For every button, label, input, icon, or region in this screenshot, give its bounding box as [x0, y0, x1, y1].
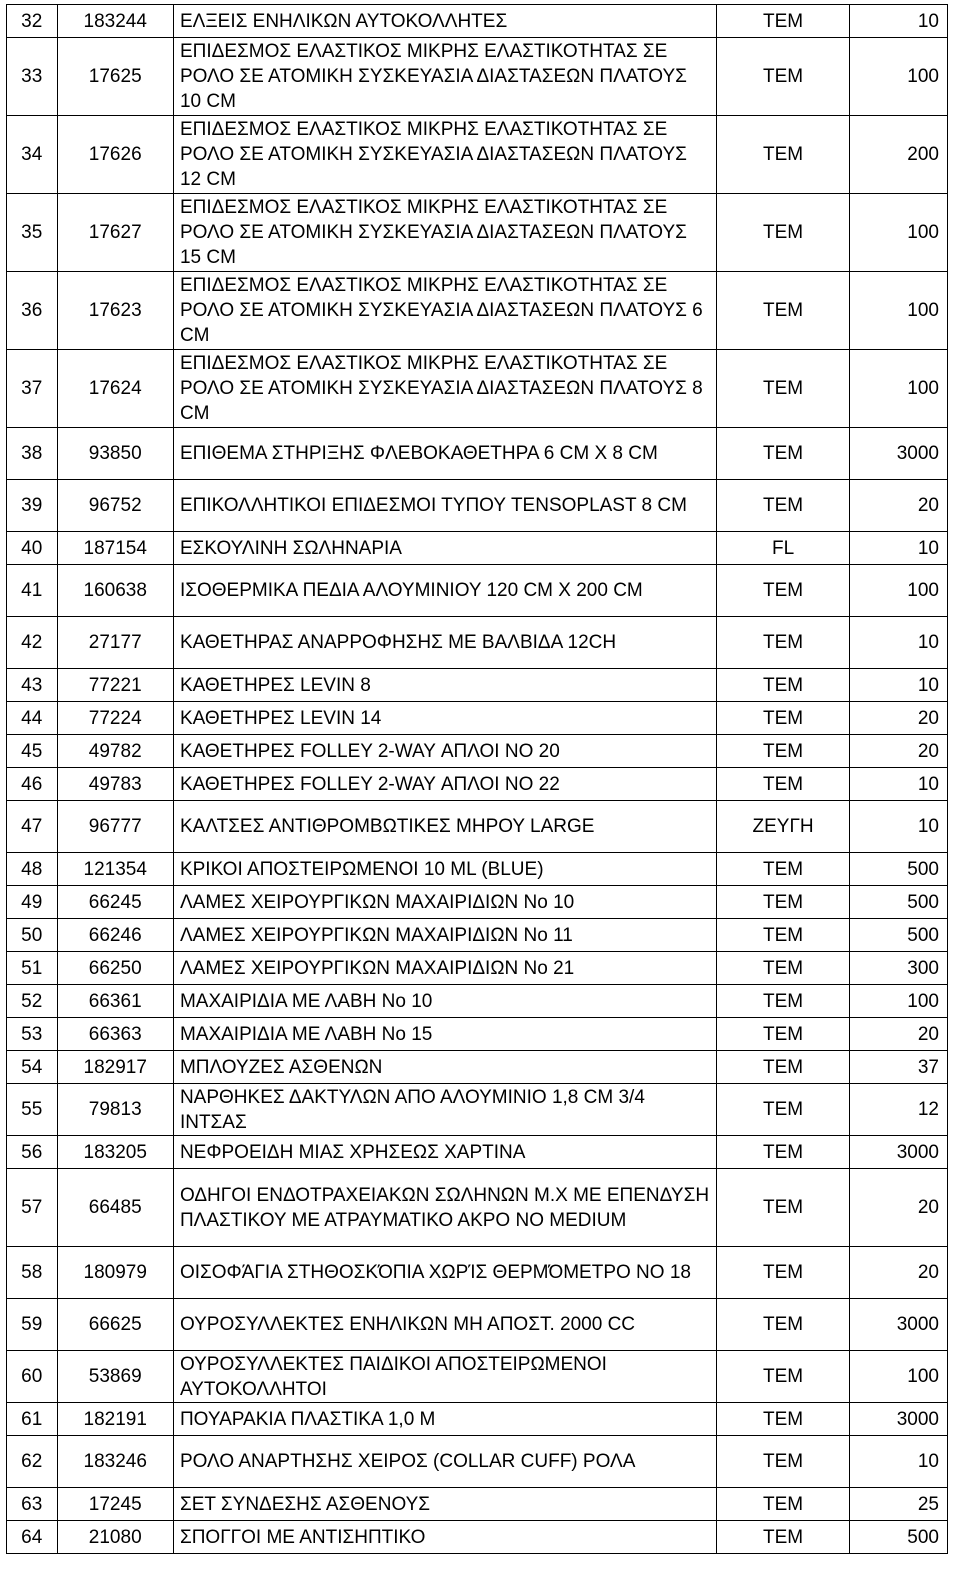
- item-quantity: 3000: [850, 1299, 948, 1351]
- table-row: [7, 735, 948, 768]
- item-code: 17245: [57, 1488, 173, 1521]
- item-description: ΠΟΥΑΡΑΚΙΑ ΠΛΑΣΤΙΚΑ 1,0 Μ: [173, 1403, 716, 1436]
- table-row: [7, 1018, 948, 1051]
- row-number: 63: [7, 1488, 58, 1521]
- row-number: 43: [7, 669, 58, 702]
- item-unit: ΤΕΜ: [717, 919, 850, 952]
- item-unit: ΤΕΜ: [717, 38, 850, 116]
- table-row: [7, 1403, 948, 1436]
- item-description: ΕΣΚΟΥΛΙΝΗ ΣΩΛΗΝΑΡΙΑ: [173, 532, 716, 565]
- item-unit: ΤΕΜ: [717, 952, 850, 985]
- item-description: ΕΠΙΔΕΣΜΟΣ ΕΛΑΣΤΙΚΟΣ ΜΙΚΡΗΣ ΕΛΑΣΤΙΚΟΤΗΤΑΣ ΣΕ ΡΟΛΟ ΣΕ ΑΤΟΜΙΚΗ ΣΥΣΚΕΥΑΣΙΑ ΔΙΑΣΤΑΣΕΩΝ ΠΛΑΤΟΥΣ 12 CM: [173, 116, 716, 194]
- item-code: 66625: [57, 1299, 173, 1351]
- item-description: ΜΠΛΟΥΖΕΣ ΑΣΘΕΝΩΝ: [173, 1051, 716, 1084]
- item-code: 17623: [57, 272, 173, 350]
- item-description: ΟΥΡΟΣΥΛΛΕΚΤΕΣ ΕΝΗΛΙΚΩΝ ΜΗ ΑΠΟΣΤ. 2000 CC: [173, 1299, 716, 1351]
- item-quantity: 500: [850, 886, 948, 919]
- table-row: [7, 1351, 948, 1403]
- item-quantity: 10: [850, 617, 948, 669]
- item-unit: ΤΕΜ: [717, 735, 850, 768]
- row-number: 37: [7, 350, 58, 428]
- item-description: ΕΠΙΔΕΣΜΟΣ ΕΛΑΣΤΙΚΟΣ ΜΙΚΡΗΣ ΕΛΑΣΤΙΚΟΤΗΤΑΣ ΣΕ ΡΟΛΟ ΣΕ ΑΤΟΜΙΚΗ ΣΥΣΚΕΥΑΣΙΑ ΔΙΑΣΤΑΣΕΩΝ ΠΛΑΤΟΥΣ 10 CM: [173, 38, 716, 116]
- item-unit: ΤΕΜ: [717, 565, 850, 617]
- item-unit: FL: [717, 532, 850, 565]
- item-code: 17627: [57, 194, 173, 272]
- item-description: ΛΑΜΕΣ ΧΕΙΡΟΥΡΓΙΚΩΝ ΜΑΧΑΙΡΙΔΙΩΝ Νο 10: [173, 886, 716, 919]
- item-unit: ΤΕΜ: [717, 853, 850, 886]
- table-row: [7, 1521, 948, 1554]
- item-unit: ΤΕΜ: [717, 1521, 850, 1554]
- table-row: [7, 1488, 948, 1521]
- row-number: 38: [7, 428, 58, 480]
- item-quantity: 100: [850, 38, 948, 116]
- row-number: 41: [7, 565, 58, 617]
- item-unit: ΤΕΜ: [717, 617, 850, 669]
- row-number: 35: [7, 194, 58, 272]
- item-quantity: 10: [850, 5, 948, 38]
- item-quantity: 100: [850, 985, 948, 1018]
- item-unit: ΤΕΜ: [717, 1351, 850, 1403]
- item-code: 49783: [57, 768, 173, 801]
- item-quantity: 100: [850, 1351, 948, 1403]
- item-unit: ΤΕΜ: [717, 350, 850, 428]
- item-code: 187154: [57, 532, 173, 565]
- item-unit: ΤΕΜ: [717, 1403, 850, 1436]
- item-description: ΛΑΜΕΣ ΧΕΙΡΟΥΡΓΙΚΩΝ ΜΑΧΑΙΡΙΔΙΩΝ Νο 21: [173, 952, 716, 985]
- item-quantity: 500: [850, 853, 948, 886]
- item-unit: ΤΕΜ: [717, 1436, 850, 1488]
- item-quantity: 12: [850, 1084, 948, 1136]
- item-unit: ΤΕΜ: [717, 985, 850, 1018]
- item-code: 66245: [57, 886, 173, 919]
- table-row: [7, 272, 948, 350]
- item-quantity: 10: [850, 532, 948, 565]
- row-number: 58: [7, 1247, 58, 1299]
- row-number: 34: [7, 116, 58, 194]
- item-quantity: 200: [850, 116, 948, 194]
- table-row: [7, 919, 948, 952]
- item-unit: ΤΕΜ: [717, 1018, 850, 1051]
- table-row: [7, 1051, 948, 1084]
- row-number: 32: [7, 5, 58, 38]
- row-number: 48: [7, 853, 58, 886]
- item-code: 66250: [57, 952, 173, 985]
- row-number: 57: [7, 1169, 58, 1247]
- row-number: 51: [7, 952, 58, 985]
- table-row: [7, 5, 948, 38]
- item-quantity: 10: [850, 669, 948, 702]
- item-description: ΚΑΘΕΤΗΡΕΣ FOLLEY 2-WAY ΑΠΛΟΙ ΝΟ 22: [173, 768, 716, 801]
- row-number: 52: [7, 985, 58, 1018]
- item-quantity: 37: [850, 1051, 948, 1084]
- item-quantity: 300: [850, 952, 948, 985]
- item-quantity: 3000: [850, 428, 948, 480]
- item-code: 180979: [57, 1247, 173, 1299]
- item-code: 77224: [57, 702, 173, 735]
- item-description: ΜΑΧΑΙΡΙΔΙΑ ΜΕ ΛΑΒΗ Νο 15: [173, 1018, 716, 1051]
- item-unit: ΤΕΜ: [717, 1299, 850, 1351]
- item-code: 66485: [57, 1169, 173, 1247]
- table-row: [7, 480, 948, 532]
- row-number: 40: [7, 532, 58, 565]
- item-unit: ΤΕΜ: [717, 1051, 850, 1084]
- item-description: ΣΕΤ ΣΥΝΔΕΣΗΣ ΑΣΘΕΝΟΥΣ: [173, 1488, 716, 1521]
- row-number: 59: [7, 1299, 58, 1351]
- item-unit: ΤΕΜ: [717, 480, 850, 532]
- table-row: [7, 1169, 948, 1247]
- row-number: 61: [7, 1403, 58, 1436]
- item-description: ΚΑΛΤΣΕΣ ΑΝΤΙΘΡΟΜΒΩΤΙΚΕΣ ΜΗΡΟΥ LARGE: [173, 801, 716, 853]
- item-description: ΕΛΞΕΙΣ ΕΝΗΛΙΚΩΝ ΑΥΤΟΚΟΛΛΗΤΕΣ: [173, 5, 716, 38]
- row-number: 42: [7, 617, 58, 669]
- item-description: ΟΔΗΓΟΙ ΕΝΔΟΤΡΑΧΕΙΑΚΩΝ ΣΩΛΗΝΩΝ Μ.Χ ΜΕ ΕΠΕΝΔΥΣΗ ΠΛΑΣΤΙΚΟΥ ΜΕ ΑΤΡΑΥΜΑΤΙΚΟ ΑΚΡΟ ΝΟ MEDIUM: [173, 1169, 716, 1247]
- item-unit: ΤΕΜ: [717, 1084, 850, 1136]
- item-code: 66361: [57, 985, 173, 1018]
- item-description: ΟΥΡΟΣΥΛΛΕΚΤΕΣ ΠΑΙΔΙΚΟΙ ΑΠΟΣΤΕΙΡΩΜΕΝΟΙ ΑΥΤΟΚΟΛΛΗΤΟΙ: [173, 1351, 716, 1403]
- item-unit: ΤΕΜ: [717, 669, 850, 702]
- item-code: 21080: [57, 1521, 173, 1554]
- item-code: 182191: [57, 1403, 173, 1436]
- row-number: 54: [7, 1051, 58, 1084]
- row-number: 56: [7, 1136, 58, 1169]
- table-row: [7, 853, 948, 886]
- table-row: [7, 1299, 948, 1351]
- item-unit: ΤΕΜ: [717, 768, 850, 801]
- item-unit: ΤΕΜ: [717, 194, 850, 272]
- row-number: 44: [7, 702, 58, 735]
- item-description: ΣΠΟΓΓΟΙ ΜΕ ΑΝΤΙΣΗΠΤΙΚΟ: [173, 1521, 716, 1554]
- row-number: 39: [7, 480, 58, 532]
- item-unit: ΤΕΜ: [717, 886, 850, 919]
- table-row: [7, 428, 948, 480]
- item-code: 66363: [57, 1018, 173, 1051]
- item-code: 27177: [57, 617, 173, 669]
- table-row: [7, 38, 948, 116]
- item-quantity: 10: [850, 801, 948, 853]
- item-description: ΡΟΛΟ ΑΝΑΡΤΗΣΗΣ ΧΕΙΡΟΣ (COLLAR CUFF) ΡΟΛΑ: [173, 1436, 716, 1488]
- row-number: 60: [7, 1351, 58, 1403]
- item-quantity: 500: [850, 919, 948, 952]
- table-row: [7, 801, 948, 853]
- item-description: ΝΑΡΘΗΚΕΣ ΔΑΚΤΥΛΩΝ ΑΠΟ ΑΛΟΥΜΙΝΙΟ 1,8 CM 3/4 ΙΝΤΣΑΣ: [173, 1084, 716, 1136]
- table-row: [7, 1436, 948, 1488]
- item-code: 17624: [57, 350, 173, 428]
- table-row: [7, 985, 948, 1018]
- item-code: 53869: [57, 1351, 173, 1403]
- table-row: [7, 350, 948, 428]
- table-row: [7, 617, 948, 669]
- item-code: 77221: [57, 669, 173, 702]
- item-description: ΙΣΟΘΕΡΜΙΚΑ ΠΕΔΙΑ ΑΛΟΥΜΙΝΙΟΥ 120 CM X 200 CM: [173, 565, 716, 617]
- item-description: ΜΑΧΑΙΡΙΔΙΑ ΜΕ ΛΑΒΗ Νο 10: [173, 985, 716, 1018]
- row-number: 50: [7, 919, 58, 952]
- item-unit: ΤΕΜ: [717, 272, 850, 350]
- row-number: 49: [7, 886, 58, 919]
- item-quantity: 100: [850, 272, 948, 350]
- item-code: 79813: [57, 1084, 173, 1136]
- item-code: 160638: [57, 565, 173, 617]
- table-row: [7, 116, 948, 194]
- item-code: 66246: [57, 919, 173, 952]
- item-unit: ΤΕΜ: [717, 1488, 850, 1521]
- item-description: ΚΑΘΕΤΗΡΕΣ LEVIN 14: [173, 702, 716, 735]
- item-description: ΛΑΜΕΣ ΧΕΙΡΟΥΡΓΙΚΩΝ ΜΑΧΑΙΡΙΔΙΩΝ Νο 11: [173, 919, 716, 952]
- item-quantity: 20: [850, 1018, 948, 1051]
- item-code: 96777: [57, 801, 173, 853]
- item-description: ΚΑΘΕΤΗΡΕΣ LEVIN 8: [173, 669, 716, 702]
- item-quantity: 20: [850, 480, 948, 532]
- item-quantity: 3000: [850, 1403, 948, 1436]
- table-row: [7, 952, 948, 985]
- item-description: ΚΑΘΕΤΗΡΕΣ FOLLEY 2-WAY ΑΠΛΟΙ ΝΟ 20: [173, 735, 716, 768]
- item-quantity: 20: [850, 1247, 948, 1299]
- table-row: [7, 194, 948, 272]
- item-quantity: 20: [850, 1169, 948, 1247]
- item-quantity: 500: [850, 1521, 948, 1554]
- item-unit: ΤΕΜ: [717, 1136, 850, 1169]
- row-number: 45: [7, 735, 58, 768]
- table-row: [7, 1247, 948, 1299]
- item-quantity: 3000: [850, 1136, 948, 1169]
- item-code: 93850: [57, 428, 173, 480]
- row-number: 47: [7, 801, 58, 853]
- items-table: [6, 4, 948, 1554]
- item-description: ΕΠΙΔΕΣΜΟΣ ΕΛΑΣΤΙΚΟΣ ΜΙΚΡΗΣ ΕΛΑΣΤΙΚΟΤΗΤΑΣ ΣΕ ΡΟΛΟ ΣΕ ΑΤΟΜΙΚΗ ΣΥΣΚΕΥΑΣΙΑ ΔΙΑΣΤΑΣΕΩΝ ΠΛΑΤΟΥΣ 8 CM: [173, 350, 716, 428]
- item-description: ΕΠΙΚΟΛΛΗΤΙΚΟΙ ΕΠΙΔΕΣΜΟΙ ΤΥΠΟΥ TENSOPLAST 8 CM: [173, 480, 716, 532]
- item-unit: ΤΕΜ: [717, 1247, 850, 1299]
- item-description: ΚΡΙΚΟΙ ΑΠΟΣΤΕΙΡΩΜΕΝΟΙ 10 ML (BLUE): [173, 853, 716, 886]
- item-code: 183246: [57, 1436, 173, 1488]
- item-quantity: 100: [850, 194, 948, 272]
- table-row: [7, 886, 948, 919]
- table-row: [7, 1136, 948, 1169]
- row-number: 55: [7, 1084, 58, 1136]
- row-number: 46: [7, 768, 58, 801]
- item-code: 17625: [57, 38, 173, 116]
- item-unit: ΤΕΜ: [717, 5, 850, 38]
- table-row: [7, 532, 948, 565]
- row-number: 33: [7, 38, 58, 116]
- row-number: 36: [7, 272, 58, 350]
- item-quantity: 10: [850, 768, 948, 801]
- item-code: 183244: [57, 5, 173, 38]
- item-description: ΟΙΣΟΦΆΓΙΑ ΣΤΗΘΟΣΚΌΠΙΑ ΧΩΡΊΣ ΘΕΡΜΌΜΕΤΡΟ ΝΟ 18: [173, 1247, 716, 1299]
- row-number: 64: [7, 1521, 58, 1554]
- table-row: [7, 702, 948, 735]
- items-table-body: [7, 5, 948, 1554]
- item-description: ΝΕΦΡΟΕΙΔΗ ΜΙΑΣ ΧΡΗΣΕΩΣ ΧΑΡΤΙΝΑ: [173, 1136, 716, 1169]
- item-description: ΕΠΙΔΕΣΜΟΣ ΕΛΑΣΤΙΚΟΣ ΜΙΚΡΗΣ ΕΛΑΣΤΙΚΟΤΗΤΑΣ ΣΕ ΡΟΛΟ ΣΕ ΑΤΟΜΙΚΗ ΣΥΣΚΕΥΑΣΙΑ ΔΙΑΣΤΑΣΕΩΝ ΠΛΑΤΟΥΣ 15 CM: [173, 194, 716, 272]
- table-row: [7, 565, 948, 617]
- item-description: ΚΑΘΕΤΗΡΑΣ ΑΝΑΡΡΟΦΗΣΗΣ ΜΕ ΒΑΛΒΙΔΑ 12CH: [173, 617, 716, 669]
- item-code: 121354: [57, 853, 173, 886]
- item-unit: ΤΕΜ: [717, 116, 850, 194]
- item-quantity: 20: [850, 735, 948, 768]
- item-code: 96752: [57, 480, 173, 532]
- item-code: 182917: [57, 1051, 173, 1084]
- item-quantity: 10: [850, 1436, 948, 1488]
- table-row: [7, 669, 948, 702]
- item-code: 183205: [57, 1136, 173, 1169]
- item-quantity: 25: [850, 1488, 948, 1521]
- table-row: [7, 768, 948, 801]
- item-quantity: 100: [850, 565, 948, 617]
- item-unit: ΤΕΜ: [717, 428, 850, 480]
- row-number: 53: [7, 1018, 58, 1051]
- table-row: [7, 1084, 948, 1136]
- item-quantity: 20: [850, 702, 948, 735]
- item-description: ΕΠΙΘΕΜΑ ΣΤΗΡΙΞΗΣ ΦΛΕΒΟΚΑΘΕΤΗΡΑ 6 CM X 8 CM: [173, 428, 716, 480]
- item-unit: ΤΕΜ: [717, 1169, 850, 1247]
- item-code: 17626: [57, 116, 173, 194]
- item-description: ΕΠΙΔΕΣΜΟΣ ΕΛΑΣΤΙΚΟΣ ΜΙΚΡΗΣ ΕΛΑΣΤΙΚΟΤΗΤΑΣ ΣΕ ΡΟΛΟ ΣΕ ΑΤΟΜΙΚΗ ΣΥΣΚΕΥΑΣΙΑ ΔΙΑΣΤΑΣΕΩΝ ΠΛΑΤΟΥΣ 6 CM: [173, 272, 716, 350]
- item-unit: ΖΕΥΓΗ: [717, 801, 850, 853]
- item-quantity: 100: [850, 350, 948, 428]
- row-number: 62: [7, 1436, 58, 1488]
- item-code: 49782: [57, 735, 173, 768]
- item-unit: ΤΕΜ: [717, 702, 850, 735]
